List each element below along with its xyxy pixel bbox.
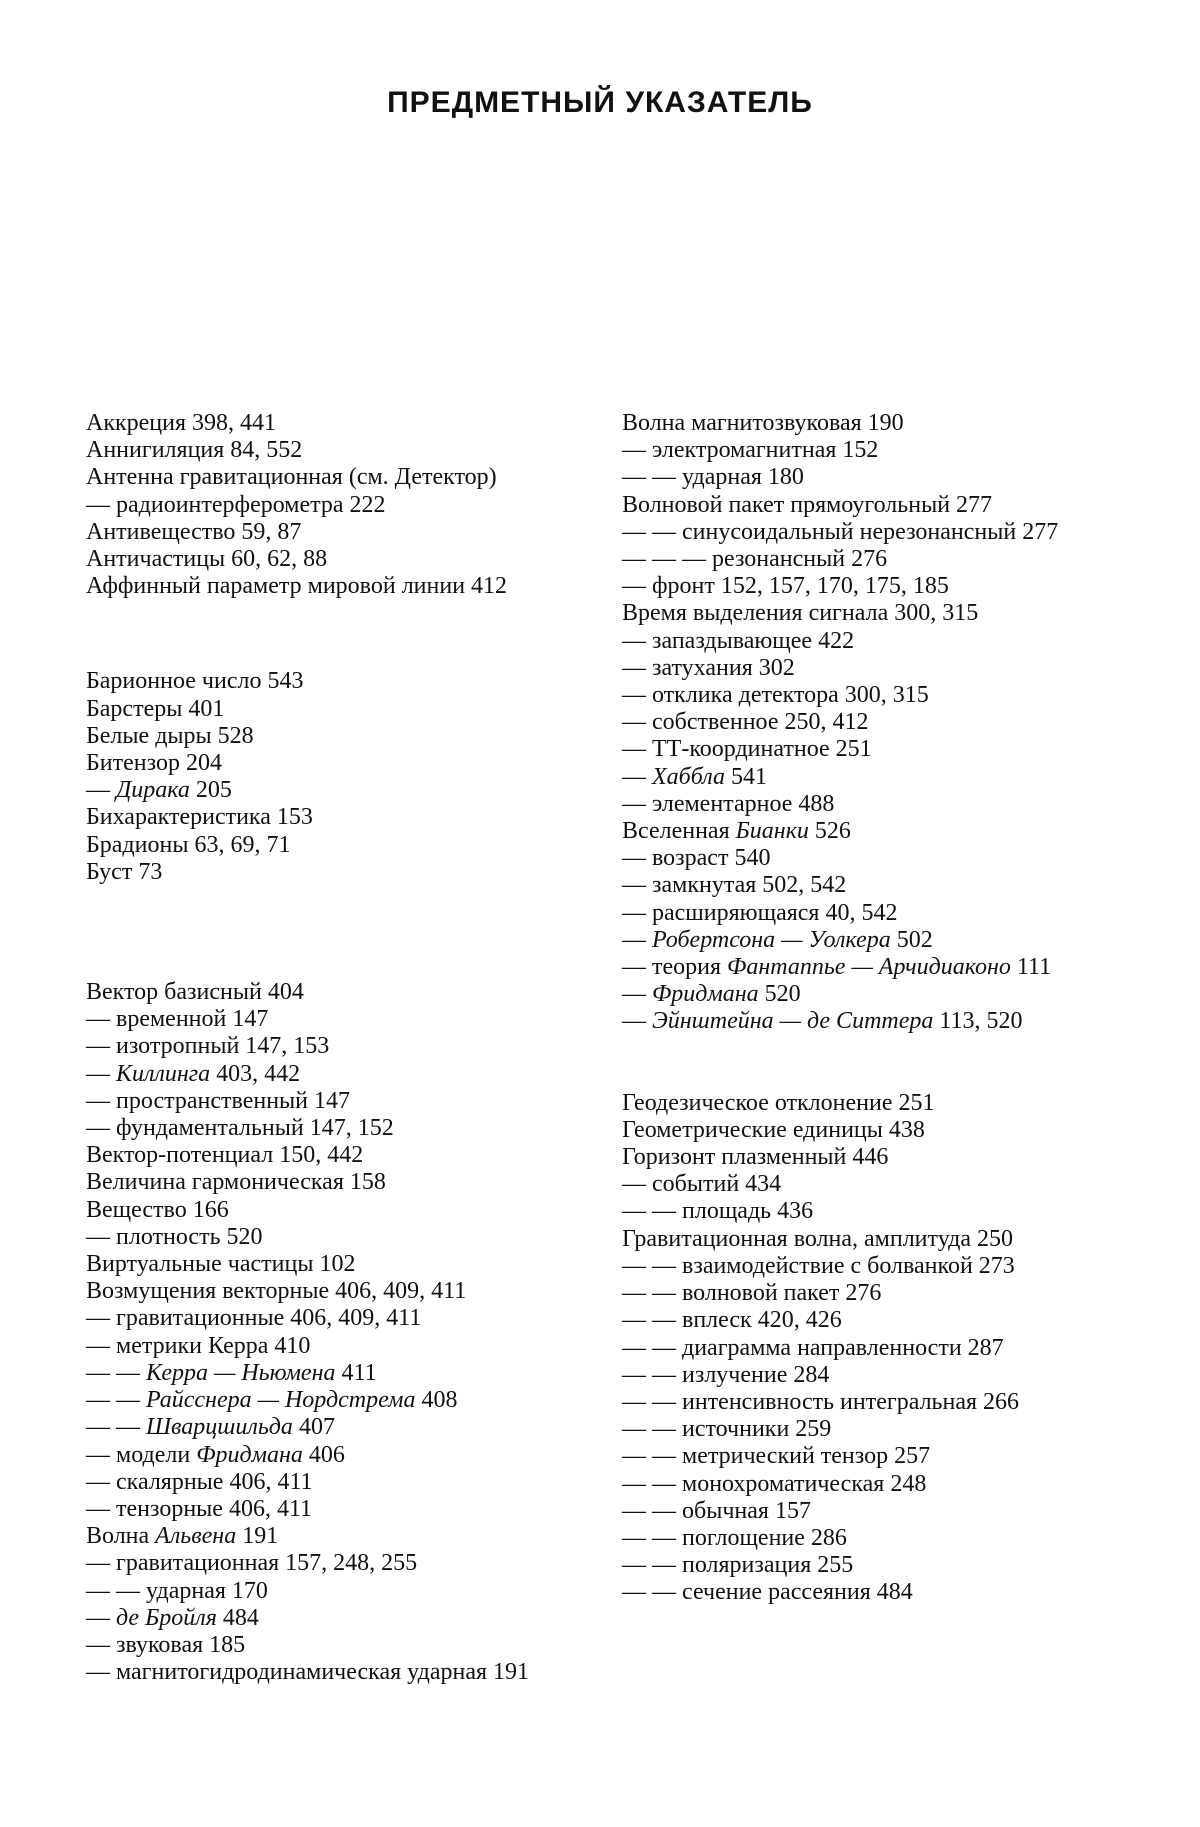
section-gap <box>86 600 586 668</box>
index-entry: Вещество 166 <box>86 1196 229 1223</box>
index-entry: — — интенсивность интегральная 266 <box>622 1388 1020 1415</box>
index-entry: Битензор 204 <box>86 750 222 777</box>
index-entry: — — Шварцшильда 407 <box>86 1414 335 1441</box>
index-entry: — гравитационная 157, 248, 255 <box>86 1550 418 1577</box>
index-entry: — — вплеск 420, 426 <box>622 1307 842 1334</box>
index-entry: Буст 73 <box>86 858 163 885</box>
index-entry: — расширяющаяся 40, 542 <box>622 899 898 926</box>
index-entry: Барстеры 401 <box>86 695 225 722</box>
index-entry: — запаздывающее 422 <box>622 627 855 654</box>
index-entry: — изотропный 147, 153 <box>86 1033 330 1060</box>
index-entry: — — Керра — Ньюмена 411 <box>86 1359 377 1386</box>
index-entry: — Эйнштейна — де Ситтера 113, 520 <box>622 1008 1023 1035</box>
index-entry: — де Бройля 484 <box>86 1604 259 1631</box>
index-entry: Волна магнитозвуковая 190 <box>622 410 904 436</box>
index-entry: — Хаббла 541 <box>622 763 767 790</box>
index-entry: — возраст 540 <box>622 845 771 872</box>
index-entry: Вселенная Бианки 526 <box>622 818 851 845</box>
index-entry: — тензорные 406, 411 <box>86 1495 313 1522</box>
index-entry: — — излучение 284 <box>622 1361 830 1388</box>
index-entry: — — площадь 436 <box>622 1198 814 1225</box>
index-entry: — временной 147 <box>86 1006 269 1033</box>
index-entry: — фундаментальный 147, 152 <box>86 1115 394 1142</box>
index-entry: — — сечение рассеяния 484 <box>622 1579 913 1606</box>
index-entry: — гравитационные 406, 409, 411 <box>86 1305 422 1332</box>
section-gap <box>622 1036 1122 1090</box>
index-entry: Антивещество 59, 87 <box>86 518 302 545</box>
index-entry: — скалярные 406, 411 <box>86 1468 313 1495</box>
index-entry: — Дирака 205 <box>86 777 232 804</box>
index-entry: — магнитогидродинамическая ударная 191 <box>86 1659 530 1686</box>
index-entry: — Робертсона — Уолкера 502 <box>622 926 933 953</box>
index-entry: — плотность 520 <box>86 1223 263 1250</box>
index-column-right <box>622 410 1122 1607</box>
index-entry: — — синусоидальный нерезонансный 277 <box>622 518 1059 545</box>
index-entry: Величина гармоническая 158 <box>86 1169 386 1196</box>
index-entry: — — Райсснера — Нордстрема 408 <box>86 1387 458 1414</box>
index-entry: — — диаграмма направленности 287 <box>622 1334 1004 1361</box>
index-entry: Барионное число 543 <box>86 668 304 695</box>
index-entry: — — — резонансный 276 <box>622 546 888 573</box>
index-entry: Гравитационная волна, амплитуда 250 <box>622 1225 1014 1252</box>
index-entry: Вектор базисный 404 <box>86 979 304 1006</box>
index-entry: — пространственный 147 <box>86 1087 351 1114</box>
index-entry: — затухания 302 <box>622 654 795 681</box>
index-entry: — — монохроматическая 248 <box>622 1470 927 1497</box>
index-entry: — — поляризация 255 <box>622 1552 854 1579</box>
page-title: ПРЕДМЕТНЫЙ УКАЗАТЕЛЬ <box>387 86 813 119</box>
index-entry: — — обычная 157 <box>622 1497 811 1524</box>
index-entry: — событий 434 <box>622 1171 782 1198</box>
index-entry: — замкнутая 502, 542 <box>622 872 847 899</box>
index-entry: — элементарное 488 <box>622 790 835 817</box>
index-entry: — теория Фантаппье — Арчидиаконо 111 <box>622 954 1052 981</box>
index-entry: — модели Фридмана 406 <box>86 1441 345 1468</box>
index-entry: — звуковая 185 <box>86 1631 246 1658</box>
index-entry: Горизонт плазменный 446 <box>622 1144 889 1171</box>
index-entry: Аффинный параметр мировой линии 412 <box>86 573 508 600</box>
index-entry: Виртуальные частицы 102 <box>86 1251 356 1278</box>
section-gap <box>86 886 586 979</box>
index-entry: Волновой пакет прямоугольный 277 <box>622 491 993 518</box>
index-entry: — — ударная 180 <box>622 464 804 491</box>
index-entry: — отклика детектора 300, 315 <box>622 682 929 709</box>
index-entry: — — источники 259 <box>622 1416 832 1443</box>
index-entry: Время выделения сигнала 300, 315 <box>622 600 979 627</box>
index-entry: Геометрические единицы 438 <box>622 1116 925 1143</box>
index-entry: — — ударная 170 <box>86 1577 268 1604</box>
index-entry: — — волновой пакет 276 <box>622 1280 882 1307</box>
index-entry: — — взаимодействие с болванкой 273 <box>622 1252 1015 1279</box>
index-entry: — собственное 250, 412 <box>622 709 869 736</box>
index-entry: — метрики Керра 410 <box>86 1332 311 1359</box>
index-entry: Белые дыры 528 <box>86 722 254 749</box>
index-entry: Возмущения векторные 406, 409, 411 <box>86 1278 467 1305</box>
index-entry: Антенна гравитационная (см. Детектор) <box>86 464 497 491</box>
index-entry: Волна Альвена 191 <box>86 1523 279 1550</box>
index-entry: — радиоинтерферометра 222 <box>86 491 386 518</box>
index-entry: — Киллинга 403, 442 <box>86 1060 301 1087</box>
index-entry: — Фридмана 520 <box>622 981 801 1008</box>
index-entry: — — поглощение 286 <box>622 1524 847 1551</box>
index-entry: — фронт 152, 157, 170, 175, 185 <box>622 573 949 600</box>
index-entry: Брадионы 63, 69, 71 <box>86 831 291 858</box>
index-entry: Античастицы 60, 62, 88 <box>86 546 328 573</box>
index-entry: Аккреция 398, 441 <box>86 410 277 436</box>
index-entry: Аннигиляция 84, 552 <box>86 437 303 464</box>
index-entry: Вектор-потенциал 150, 442 <box>86 1142 364 1169</box>
index-entry: — — метрический тензор 257 <box>622 1443 931 1470</box>
index-entry: Бихарактеристика 153 <box>86 804 313 831</box>
index-column-left <box>86 410 586 1686</box>
index-entry: Геодезическое отклонение 251 <box>622 1089 935 1116</box>
index-entry: — ТТ-координатное 251 <box>622 736 872 763</box>
index-entry: — электромагнитная 152 <box>622 437 879 464</box>
